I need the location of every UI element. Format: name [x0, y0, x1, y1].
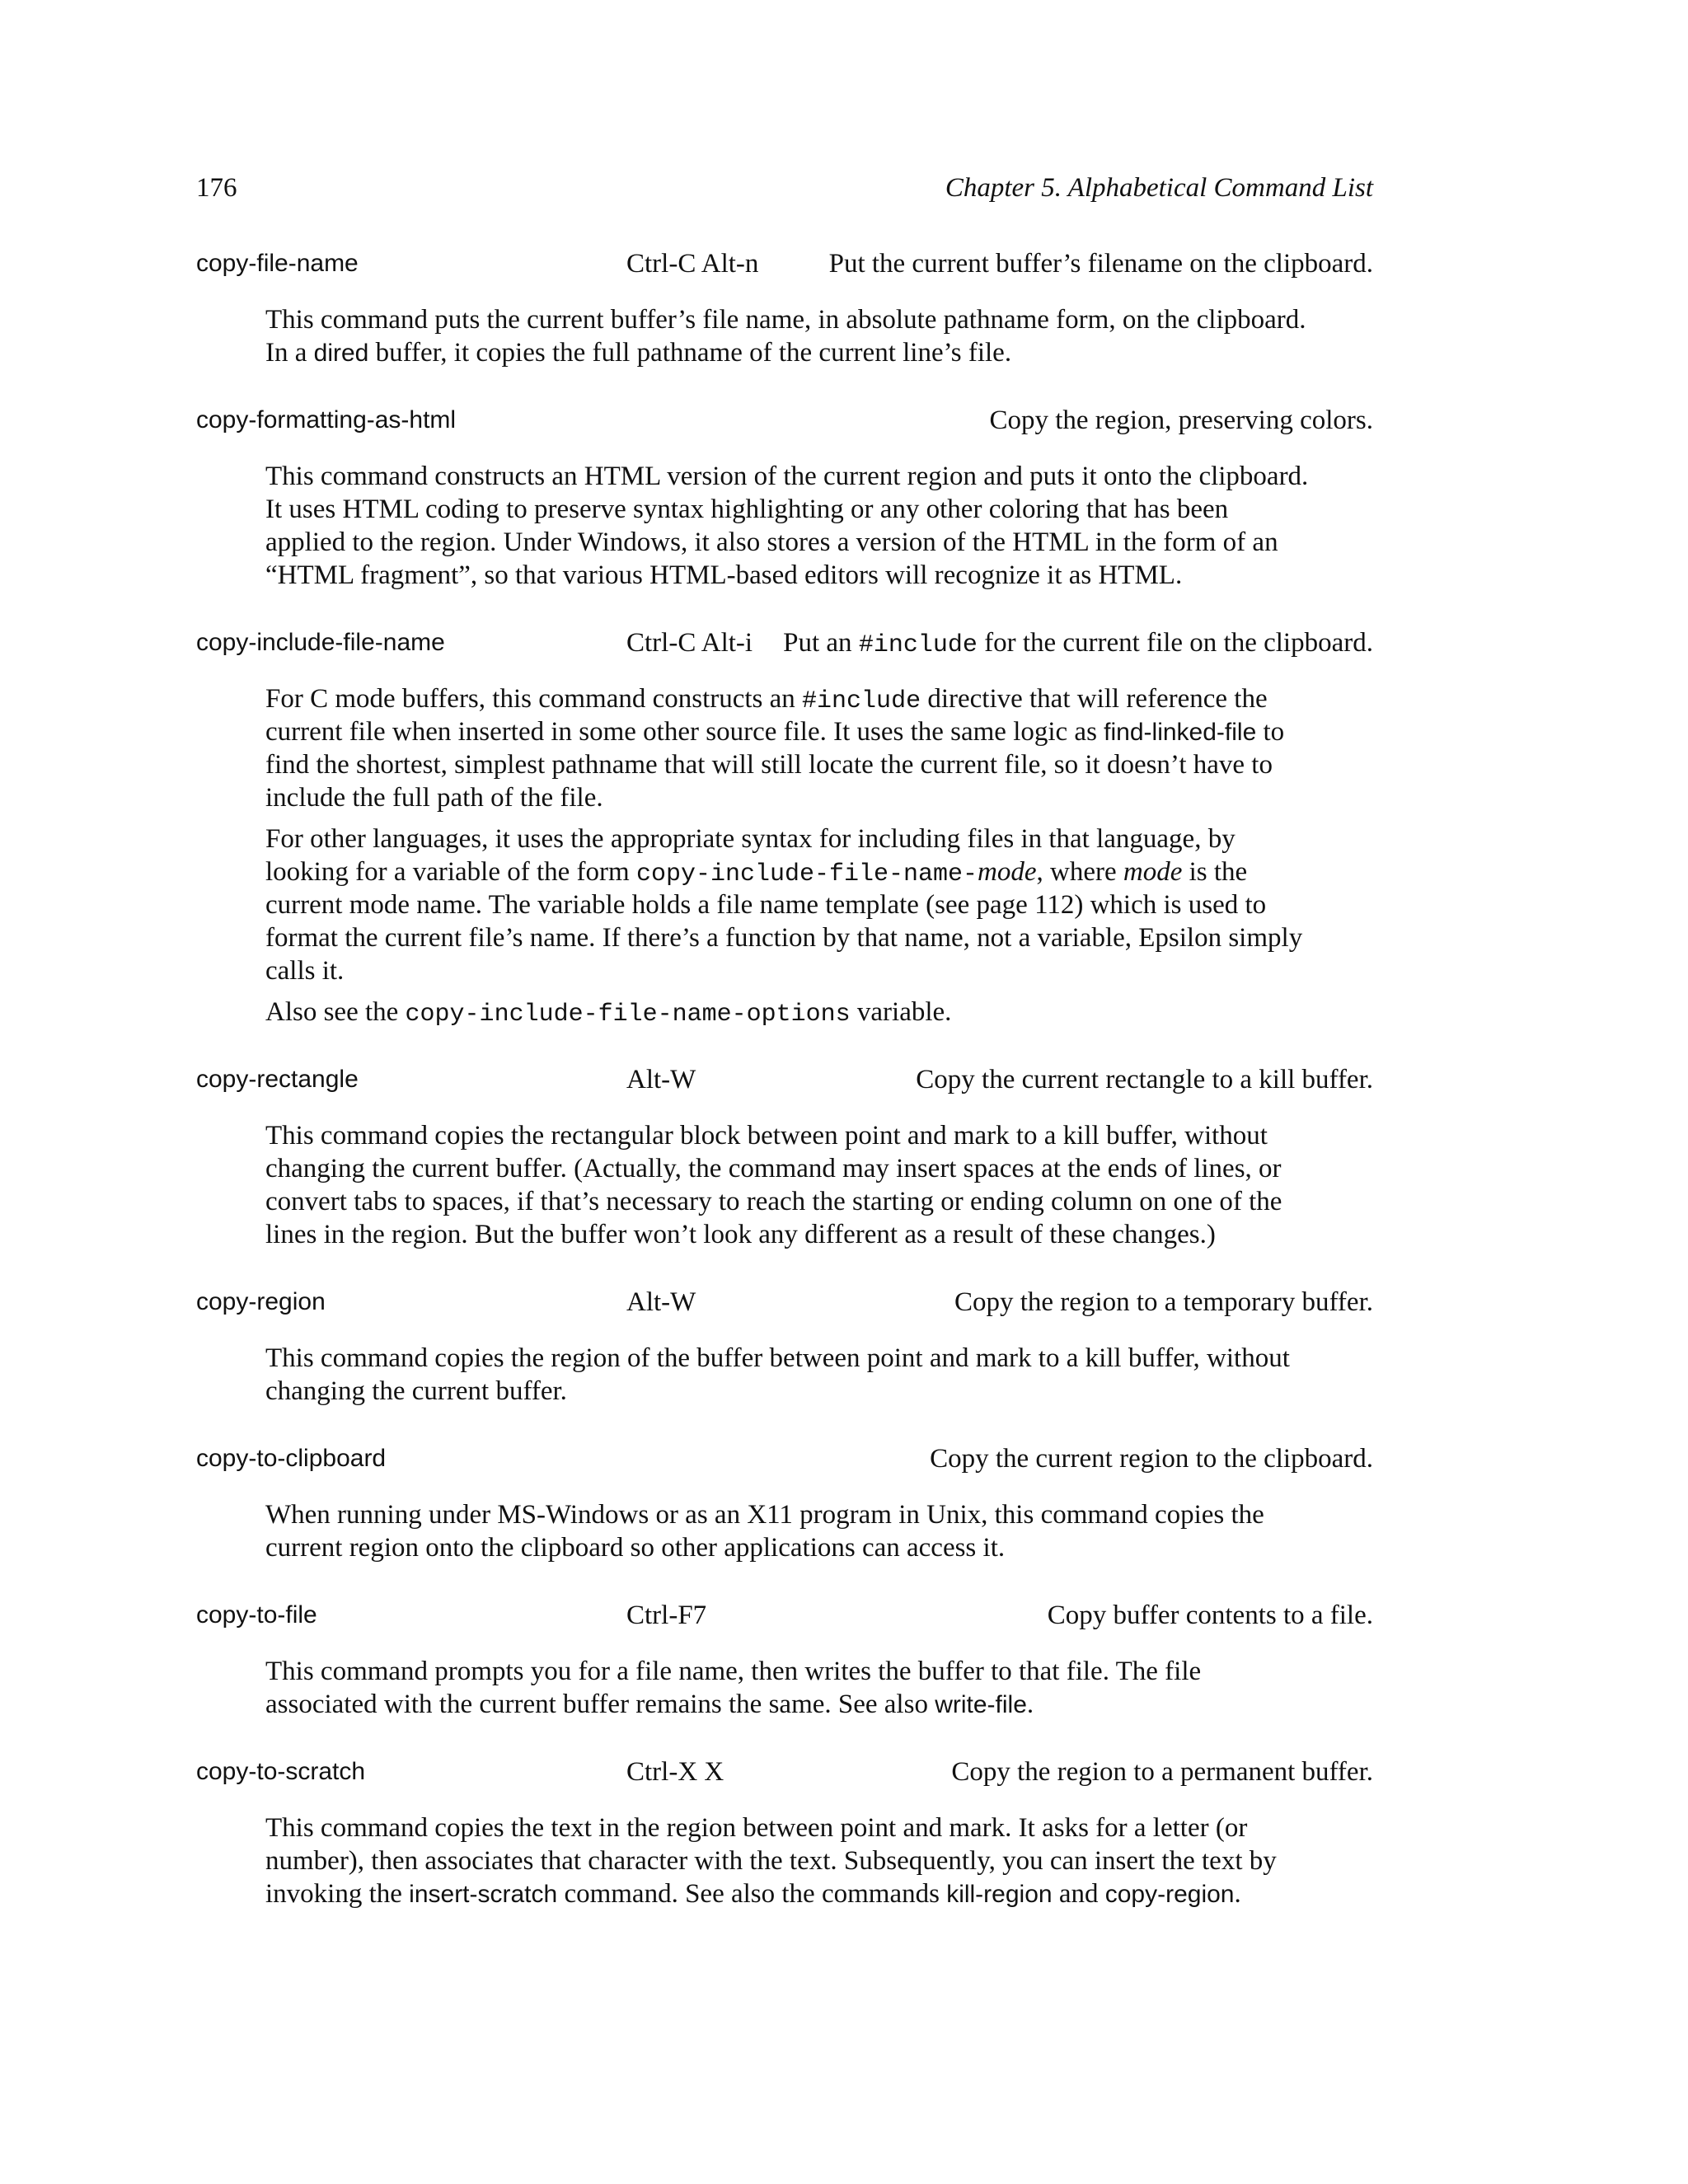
- page-header: [196, 168, 1373, 208]
- text-line: This command copies the region of the buffer between point and mark to a kill buffer, without: [265, 1343, 1290, 1373]
- text-line: invoking the insert-scratch command. See also the commands kill-region and copy-region.: [265, 1879, 1241, 1909]
- entry-description: [265, 682, 1373, 1029]
- paragraph: [265, 303, 1373, 369]
- key-binding: Alt-W: [626, 1065, 696, 1094]
- text-line: It uses HTML coding to preserve syntax highlighting or any other coloring that has been: [265, 494, 1229, 524]
- text-line: applied to the region. Under Windows, it also stores a version of the HTML in the form of an: [265, 527, 1278, 557]
- entry-heading: [196, 244, 1373, 284]
- command-summary: Put an #include for the current file on the clipboard.: [783, 628, 1373, 659]
- command-entry-copy-to-file: [196, 1596, 1373, 1729]
- text-line: number), then associates that character with the text. Subsequently, you can insert the text by: [265, 1846, 1277, 1876]
- command-entry-copy-formatting-as-html: [196, 401, 1373, 600]
- text-line: This command constructs an HTML version of the current region and puts it onto the clipboard.: [265, 462, 1309, 491]
- key-binding: Ctrl-C Alt-i: [626, 628, 753, 658]
- command-name: copy-region: [196, 1288, 326, 1315]
- key-binding: Ctrl-C Alt-n: [626, 249, 759, 279]
- key-binding: Ctrl-F7: [626, 1601, 707, 1630]
- command-ref: kill-region: [946, 1881, 1053, 1908]
- chapter-title: Chapter 5. Alphabetical Command List: [945, 173, 1373, 203]
- text-line: This command copies the rectangular block between point and mark to a kill buffer, without: [265, 1121, 1268, 1151]
- command-entry-copy-to-scratch: [196, 1752, 1373, 1919]
- page-number: 176: [196, 173, 237, 203]
- text-line: This command copies the text in the region between point and mark. It asks for a letter (or: [265, 1813, 1248, 1843]
- entry-heading: [196, 1439, 1373, 1479]
- entry-heading: [196, 1752, 1373, 1792]
- command-summary: Copy the region, preserving colors.: [989, 405, 1373, 435]
- text-line: format the current file’s name. If there’s a function by that name, not a variable, Epsilon simply: [265, 923, 1303, 953]
- text-line: changing the current buffer. (Actually, the command may insert spaces at the ends of lines, or: [265, 1154, 1282, 1183]
- text-line: current region onto the clipboard so other applications can access it.: [265, 1533, 1006, 1563]
- text-line: For other languages, it uses the appropriate syntax for including files in that language, by: [265, 824, 1236, 854]
- text-line: convert tabs to spaces, if that’s necessary to reach the starting or ending column on one of the: [265, 1187, 1282, 1216]
- entry-description: [265, 1655, 1373, 1721]
- command-ref: dired: [313, 340, 369, 367]
- command-name: copy-include-file-name: [196, 629, 445, 656]
- command-summary: Copy the current rectangle to a kill buffer.: [916, 1065, 1373, 1094]
- paragraph: [265, 1811, 1373, 1910]
- text-line: This command prompts you for a file name, then writes the buffer to that file. The file: [265, 1657, 1202, 1686]
- command-ref: copy-region: [1104, 1881, 1235, 1908]
- text-line: current file when inserted in some other source file. It uses the same logic as find-linked-file to: [265, 717, 1285, 747]
- text-line: changing the current buffer.: [265, 1376, 567, 1406]
- command-name: copy-file-name: [196, 250, 359, 277]
- command-ref: insert-scratch: [409, 1881, 558, 1908]
- command-entry-copy-to-clipboard: [196, 1439, 1373, 1572]
- command-name: copy-formatting-as-html: [196, 406, 457, 434]
- command-summary: Copy the region to a temporary buffer.: [954, 1287, 1373, 1317]
- command-entry-copy-rectangle: [196, 1060, 1373, 1259]
- paragraph: [265, 1498, 1373, 1564]
- entry-description: [265, 303, 1373, 369]
- entry-heading: [196, 1596, 1373, 1635]
- command-entry-copy-file-name: [196, 244, 1373, 377]
- entry-heading: [196, 623, 1373, 663]
- command-summary: Put the current buffer’s filename on the clipboard.: [828, 249, 1373, 279]
- text-line: Also see the copy-include-file-name-options variable.: [265, 997, 952, 1029]
- command-name: copy-rectangle: [196, 1066, 359, 1093]
- text-line: In a dired buffer, it copies the full pathname of the current line’s file.: [265, 338, 1012, 368]
- text-line: calls it.: [265, 956, 345, 986]
- paragraph: [265, 1119, 1373, 1251]
- paragraph: [265, 823, 1373, 987]
- text-line: This command puts the current buffer’s file name, in absolute pathname form, on the clipboard.: [265, 305, 1306, 335]
- text-line: find the shortest, simplest pathname that will still locate the current file, so it doesn’t have to: [265, 750, 1273, 780]
- command-ref: write-file: [935, 1691, 1027, 1718]
- command-name: copy-to-file: [196, 1601, 317, 1629]
- entry-heading: [196, 401, 1373, 440]
- paragraph: [265, 1342, 1373, 1408]
- text-line: “HTML fragment”, so that various HTML-based editors will recognize it as HTML.: [265, 560, 1183, 590]
- text-line: looking for a variable of the form copy-include-file-name-mode, where mode is the: [265, 857, 1248, 888]
- text-line: When running under MS-Windows or as an X11 program in Unix, this command copies the: [265, 1500, 1264, 1530]
- entry-description: [265, 1811, 1373, 1910]
- command-entry-copy-include-file-name: [196, 623, 1373, 1037]
- key-binding: Alt-W: [626, 1287, 696, 1317]
- entry-description: [265, 1342, 1373, 1408]
- entry-heading: [196, 1282, 1373, 1322]
- entry-heading: [196, 1060, 1373, 1099]
- command-ref: find-linked-file: [1104, 719, 1257, 746]
- text-line: associated with the current buffer remains the same. See also write-file.: [265, 1690, 1034, 1719]
- text-line: lines in the region. But the buffer won’t look any different as a result of these changes.): [265, 1220, 1216, 1249]
- command-summary: Copy the current region to the clipboard.: [930, 1444, 1373, 1474]
- command-name: copy-to-scratch: [196, 1758, 366, 1785]
- command-summary: Copy the region to a permanent buffer.: [951, 1757, 1373, 1787]
- entry-description: [265, 1119, 1373, 1251]
- key-binding: Ctrl-X X: [626, 1757, 724, 1787]
- command-summary: Copy buffer contents to a file.: [1047, 1601, 1373, 1630]
- paragraph: [265, 1655, 1373, 1721]
- entry-description: [265, 460, 1373, 592]
- paragraph: [265, 682, 1373, 814]
- command-entry-copy-region: [196, 1282, 1373, 1416]
- text-line: For C mode buffers, this command constructs an #include directive that will reference the: [265, 684, 1268, 715]
- text-line: include the full path of the file.: [265, 783, 603, 813]
- paragraph: [265, 460, 1373, 592]
- paragraph: [265, 996, 1373, 1029]
- entry-description: [265, 1498, 1373, 1564]
- command-name: copy-to-clipboard: [196, 1445, 387, 1472]
- text-line: current mode name. The variable holds a file name template (see page 112) which is used to: [265, 890, 1267, 920]
